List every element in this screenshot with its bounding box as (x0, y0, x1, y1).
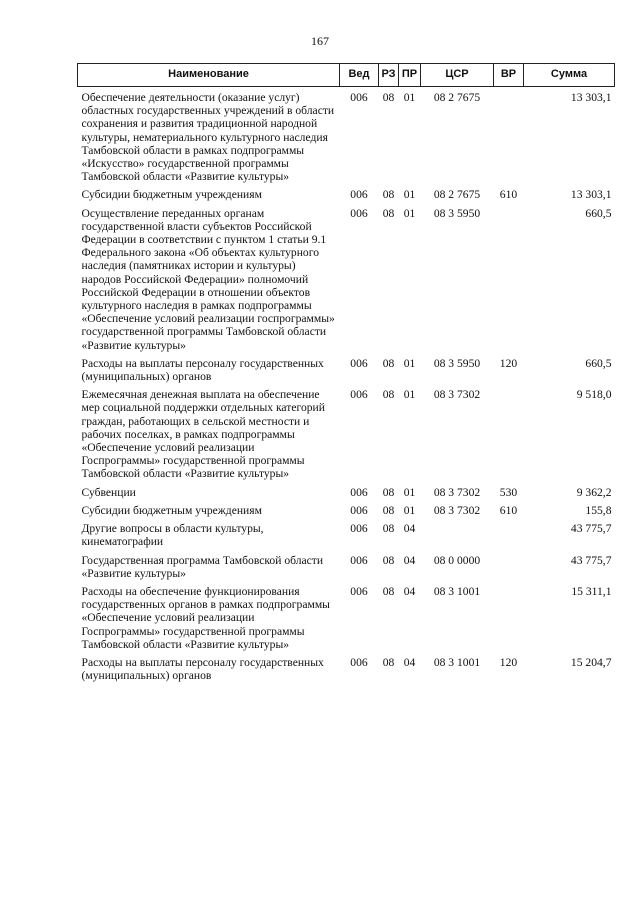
row-sum: 43 775,7 (570, 553, 612, 567)
row-name: Обеспечение деятельности (оказание услуг) областных государственных учреждений в области сохранения и развития традиционной народной культуры, нематериального культурного наследия Тамбовской области в рамках подпрограммы «Искусство» государственной программы Тамбовской области «Развитие культуры» (81, 91, 335, 184)
row-csr: 08 3 7302 (433, 485, 481, 499)
row-pr: 01 (403, 356, 416, 370)
table-row (78, 585, 615, 656)
row-name: Расходы на выплаты персоналу государственных (муниципальных) органов (81, 655, 324, 683)
budget-table (77, 63, 615, 687)
header-sum: Сумма (524, 64, 615, 87)
row-sum: 660,5 (585, 356, 612, 370)
row-sum: 13 303,1 (570, 91, 612, 104)
row-sum: 660,5 (585, 206, 612, 220)
row-pr: 01 (403, 188, 416, 202)
table-row (78, 656, 615, 687)
row-ved: 006 (350, 91, 368, 104)
row-ved: 006 (350, 485, 368, 499)
row-rz: 08 (382, 206, 395, 220)
row-rz: 08 (382, 91, 395, 104)
row-vr: 530 (499, 485, 518, 499)
row-vr (494, 87, 524, 189)
row-ved: 006 (350, 503, 368, 517)
table-row (78, 357, 615, 388)
row-csr: 08 0 0000 (433, 553, 481, 567)
row-sum: 13 303,1 (570, 188, 612, 202)
row-vr (494, 522, 524, 553)
row-ved: 006 (350, 388, 368, 402)
row-csr: 08 2 7675 (433, 188, 481, 202)
row-vr (494, 207, 524, 357)
row-pr: 01 (403, 91, 416, 104)
row-rz: 08 (382, 655, 395, 669)
header-rz: РЗ (379, 64, 399, 87)
row-rz: 08 (382, 584, 395, 598)
row-csr: 08 3 7302 (433, 503, 481, 517)
row-pr: 01 (403, 206, 416, 220)
row-csr: 08 2 7675 (433, 91, 481, 104)
row-ved: 006 (350, 206, 368, 220)
row-csr: 08 3 5950 (433, 206, 481, 220)
row-pr: 04 (403, 522, 416, 536)
row-sum: 9 362,2 (576, 485, 612, 499)
table-header (78, 64, 615, 87)
row-name: Субсидии бюджетным учреждениям (81, 503, 262, 517)
row-ved: 006 (350, 188, 368, 202)
table-row (78, 486, 615, 504)
table-body (78, 87, 615, 688)
row-name: Расходы на выплаты персоналу государственных (муниципальных) органов (81, 356, 324, 384)
row-name: Субвенции (81, 485, 136, 499)
table-row (78, 188, 615, 206)
row-pr: 01 (403, 388, 416, 402)
header-pr: ПР (399, 64, 421, 87)
row-name: Расходы на обеспечение функционирования государственных органов в рамках подпрограммы «Обеспечение условий реализации Госпрограммы» государственной программы Тамбовской области «Развитие культуры» (81, 584, 330, 651)
row-csr: 08 3 5950 (433, 356, 481, 370)
row-sum: 155,8 (585, 503, 612, 517)
row-csr: 08 3 1001 (433, 584, 481, 598)
row-ved: 006 (350, 356, 368, 370)
row-rz: 08 (382, 522, 395, 536)
header-vr: ВР (494, 64, 524, 87)
page-number: 167 (311, 34, 329, 48)
row-name: Ежемесячная денежная выплата на обеспечение мер социальной поддержки отдельных категорий граждан, работающих в сельской местности и рабочих поселках, в рамках подпрограммы «Обеспечение условий реализации Госпрограммы» государственной программы Тамбовской области «Развитие культуры» (81, 388, 325, 481)
row-name: Субсидии бюджетным учреждениям (81, 188, 262, 202)
header-ved: Вед (340, 64, 379, 87)
row-vr (494, 585, 524, 656)
table-row (78, 87, 615, 189)
row-rz: 08 (382, 188, 395, 202)
row-name: Государственная программа Тамбовской области «Развитие культуры» (81, 553, 324, 580)
row-vr (494, 554, 524, 585)
row-rz: 08 (382, 388, 395, 402)
table-row (78, 207, 615, 357)
row-rz: 08 (382, 485, 395, 499)
row-vr: 120 (499, 356, 518, 370)
row-vr (494, 388, 524, 485)
row-pr: 01 (403, 485, 416, 499)
header-name: Наименование (78, 64, 340, 87)
table-row (78, 554, 615, 585)
header-csr: ЦСР (421, 64, 494, 87)
row-ved: 006 (350, 522, 368, 536)
row-rz: 08 (382, 503, 395, 517)
row-rz: 08 (382, 553, 395, 567)
row-vr: 610 (499, 188, 518, 202)
row-vr: 610 (499, 503, 518, 517)
row-sum: 15 204,7 (570, 655, 612, 669)
row-csr: 08 3 7302 (433, 388, 481, 402)
row-sum: 15 311,1 (571, 584, 612, 598)
row-csr (421, 522, 494, 553)
row-rz: 08 (382, 356, 395, 370)
row-pr: 04 (403, 553, 416, 567)
table-row (78, 522, 615, 553)
row-name: Осуществление переданных органам государственной власти субъектов Российской Федерации в соответствии с пунктом 1 статьи 9.1 Федерального закона «Об объектах культурного наследия (памятниках истории и культуры) народов Российской Федерации» полномочий Российской Федерации в отношении объектов культурного наследия в рамках подпрограммы «Обеспечение условий реализации госпрограммы» государственной программы Тамбовской области «Развитие культуры» (81, 206, 335, 352)
table-row (78, 388, 615, 485)
row-ved: 006 (350, 584, 368, 598)
row-sum: 9 518,0 (576, 388, 612, 402)
row-csr: 08 3 1001 (433, 655, 481, 669)
row-vr: 120 (499, 655, 518, 669)
row-pr: 01 (403, 503, 416, 517)
row-name: Другие вопросы в области культуры, кинематографии (81, 522, 264, 549)
row-pr: 04 (403, 655, 416, 669)
header-row (78, 64, 615, 87)
row-ved: 006 (350, 655, 368, 669)
row-sum: 43 775,7 (570, 522, 612, 536)
row-ved: 006 (350, 553, 368, 567)
table-row (78, 504, 615, 522)
row-pr: 04 (403, 584, 416, 598)
